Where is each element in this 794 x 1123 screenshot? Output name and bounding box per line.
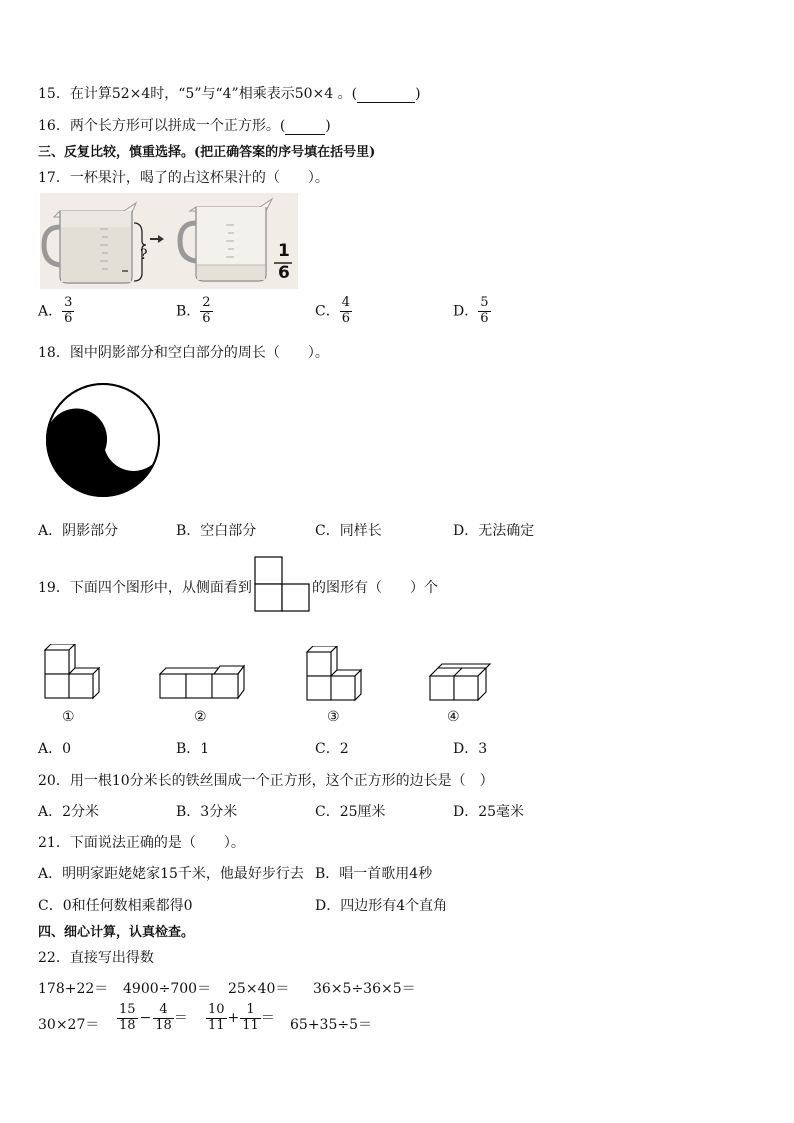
figure-label-1: ①: [62, 709, 75, 725]
question-16-text: 16．两个长方形可以拼成一个正方形。(: [38, 118, 286, 134]
question-19-text-after: 的图形有（ ）个: [312, 580, 438, 596]
q21-option-d[interactable]: D．四边形有4个直角: [315, 898, 448, 914]
section-4-heading: 四、细心计算，认真检查。: [38, 925, 195, 940]
section-3-heading: 三、反复比较，慎重选择。(把正确答案的序号填在括号里): [38, 145, 376, 160]
juice-cup-drawing: [40, 193, 298, 289]
q21-option-c[interactable]: C．0和任何数相乘都得0: [38, 898, 193, 914]
q19-option-d[interactable]: D．3: [453, 741, 488, 757]
cube-figure-4: [426, 662, 496, 706]
calc-1: 178+22＝: [38, 981, 109, 997]
yin-yang-figure: [45, 382, 161, 498]
image-question-mark: ?: [140, 247, 148, 263]
question-20-text: 20．用一根10分米长的铁丝围成一个正方形，这个正方形的边长是（ ）: [38, 773, 494, 789]
figure-label-3: ③: [327, 709, 340, 725]
q19-option-b[interactable]: B．1: [176, 741, 210, 757]
question-19: 19．下面四个图形中，从侧面看到: [38, 580, 252, 596]
question-21-text: 21．下面说法正确的是（ ）。: [38, 835, 245, 851]
figure-label-4: ④: [447, 709, 460, 725]
q17-option-c[interactable]: C． $\frac{4}{6}$: [315, 295, 350, 326]
fraction: $\frac{5}{6}$: [480, 295, 489, 326]
fraction: $\frac{3}{6}$: [64, 295, 73, 326]
q18-option-a[interactable]: A．阴影部分: [38, 523, 119, 539]
question-15: 15．在计算52×4时，“5”与“4”相乘表示50×4 。( ): [38, 86, 421, 102]
answer-blank-16[interactable]: [285, 118, 325, 135]
calc-5: 30×27＝: [38, 1017, 100, 1033]
q20-option-b[interactable]: B．3分米: [176, 804, 238, 820]
calc-2: 4900÷700＝: [123, 981, 212, 997]
q18-option-b[interactable]: B．空白部分: [176, 523, 257, 539]
q20-option-c[interactable]: C．25厘米: [315, 804, 386, 820]
cube-figure-3: [302, 646, 366, 708]
cube-figure-2: [158, 664, 250, 704]
q19-option-a[interactable]: A．0: [38, 741, 72, 757]
cube-figure-1: [40, 644, 104, 706]
figure-label-2: ②: [194, 709, 207, 725]
q18-option-d[interactable]: D．无法确定: [453, 523, 535, 539]
question-16: 16．两个长方形可以拼成一个正方形。( ): [38, 118, 331, 134]
q20-option-d[interactable]: D．25毫米: [453, 804, 525, 820]
question-22-text: 22．直接写出得数: [38, 950, 154, 966]
image-fraction-numerator: 1: [278, 241, 290, 261]
q20-option-a[interactable]: A．2分米: [38, 804, 100, 820]
answer-blank-15[interactable]: [357, 86, 415, 103]
question-18-text: 18．图中阴影部分和空白部分的周长（ ）。: [38, 345, 329, 361]
calc-3: 25×40＝: [228, 981, 290, 997]
question-15-text: 15．在计算52×4时，“5”与“4”相乘表示50×4 。(: [38, 86, 358, 102]
q17-option-d[interactable]: D． $\frac{5}{6}$: [453, 295, 489, 326]
fraction: $\frac{2}{6}$: [202, 295, 211, 326]
side-view-shape: [254, 556, 310, 612]
q18-option-c[interactable]: C．同样长: [315, 523, 382, 539]
question-17-text: 17．一杯果汁，喝了的占这杯果汁的（ ）。: [38, 170, 329, 186]
q17-option-b[interactable]: B． $\frac{2}{6}$: [176, 295, 211, 326]
juice-cup-image: [40, 193, 298, 289]
q17-option-a[interactable]: A． $\frac{3}{6}$: [38, 295, 73, 326]
q21-option-b[interactable]: B．唱一首歌用4秒: [315, 866, 433, 882]
q19-option-c[interactable]: C．2: [315, 741, 349, 757]
image-fraction-denominator: 6: [278, 263, 290, 283]
q21-option-a[interactable]: A．明明家距姥姥家15千米，他最好步行去: [38, 866, 304, 882]
calc-8: 65+35÷5＝: [290, 1017, 372, 1033]
calc-7: $\frac{10}{11}$ + $\frac{1}{11}$ ＝: [208, 1002, 275, 1033]
calc-6: $\frac{15}{18}$ − $\frac{4}{18}$ ＝: [119, 1002, 188, 1033]
fraction: $\frac{4}{6}$: [341, 295, 350, 326]
calc-4: 36×5÷36×5＝: [313, 981, 416, 997]
